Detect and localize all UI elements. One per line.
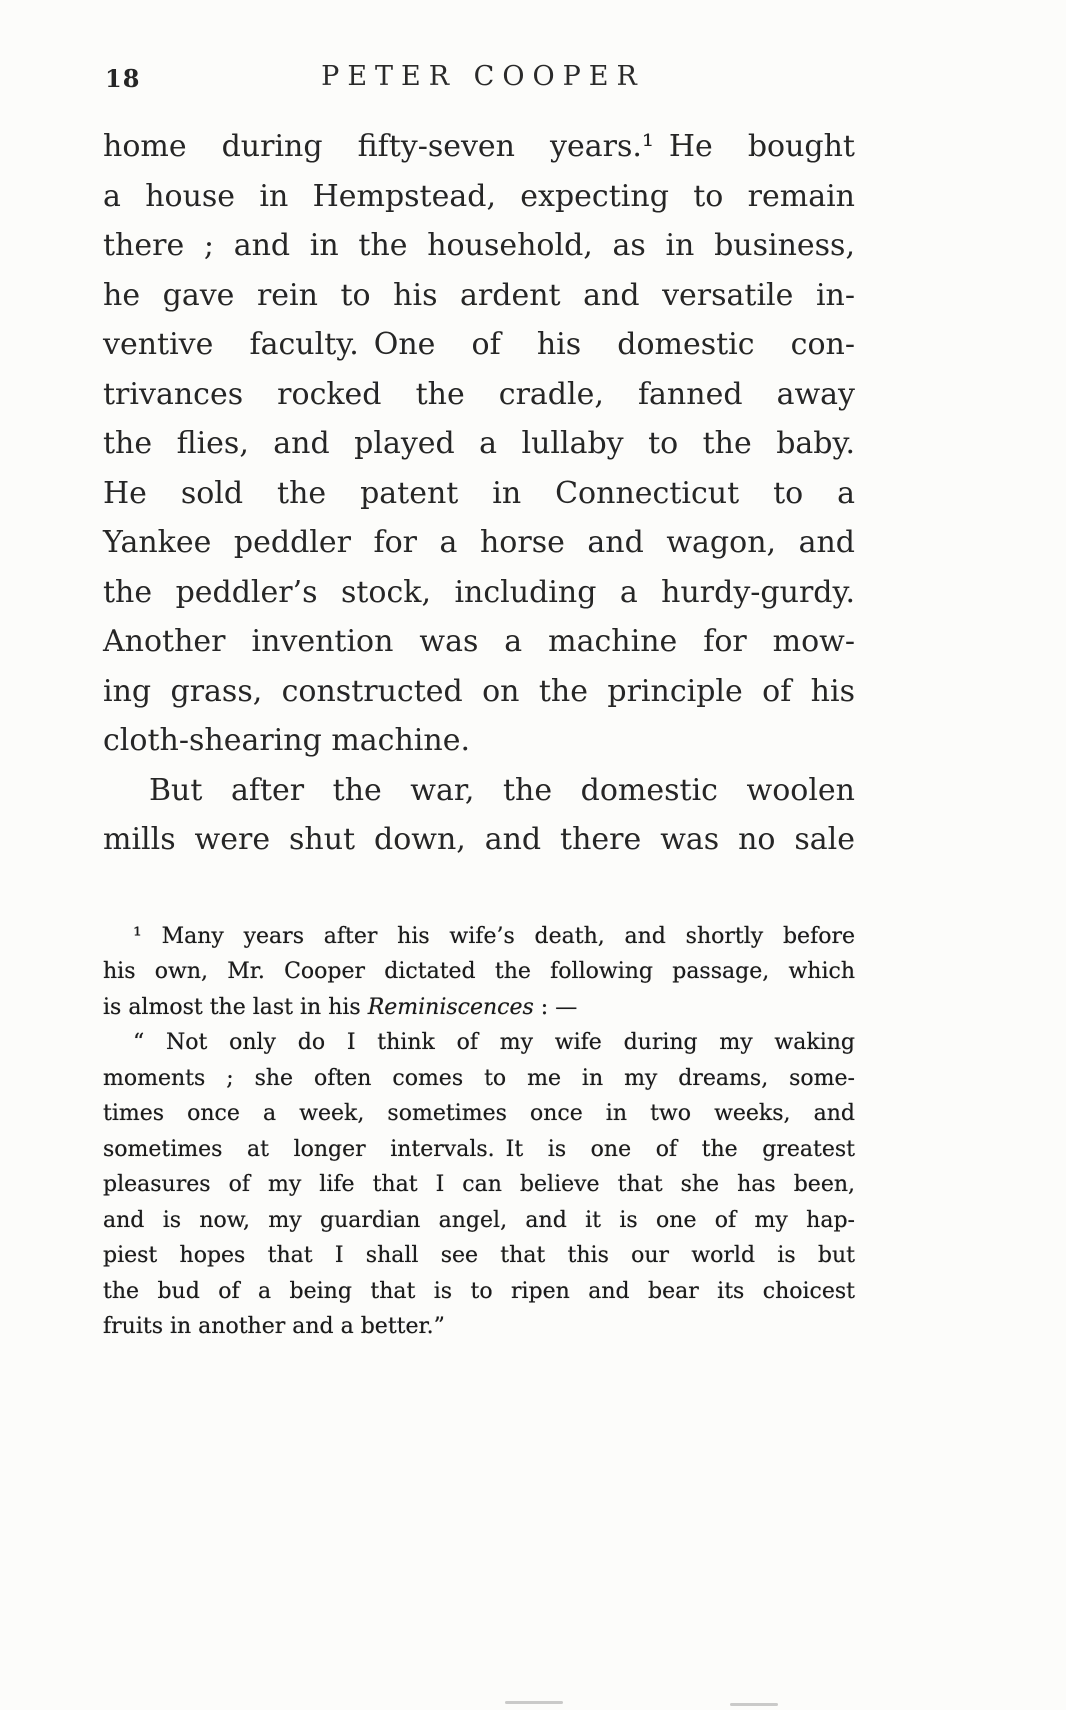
text-line: He sold the patent in Connecticut to a [103, 475, 855, 511]
text-line: a house in Hempstead, expecting to remain [103, 178, 855, 214]
text-line: ing grass, constructed on the principle of his [103, 673, 855, 709]
footnote [103, 919, 855, 1345]
footnote-line: sometimes at longer intervals. It is one of the greatest [103, 1136, 855, 1162]
footnote-italic-title: Reminiscences [367, 994, 534, 1020]
text-line: there ; and in the household, as in business, [103, 228, 855, 263]
footnote-line: “ Not only do I think of my wife during my waking [133, 1030, 855, 1055]
text-line: Yankee peddler for a horse and wagon, and [103, 525, 855, 560]
scan-edge-artifact [505, 1701, 563, 1704]
footnote-line: fruits in another and a better.” [103, 1314, 445, 1339]
footnote-text: : — [533, 994, 578, 1020]
page-header [103, 58, 855, 100]
scan-edge-artifact [730, 1703, 778, 1706]
text-block [103, 58, 855, 1345]
footnote-line [103, 990, 855, 1026]
text-line: cloth-shearing machine. [103, 723, 470, 758]
footnote-paragraph [103, 919, 855, 1026]
footnote-text: is almost the last in his [103, 994, 368, 1020]
text-line: But after the war, the domestic woolen [149, 772, 855, 808]
main-text [103, 122, 855, 865]
text-line: trivances rocked the cradle, fanned away [103, 376, 855, 412]
paragraph [103, 122, 855, 766]
footnote-line: piest hopes that I shall see that this our world is but [103, 1243, 855, 1268]
footnote-line: moments ; she often comes to me in my dreams, some- [103, 1065, 855, 1091]
text-line: the peddler’s stock, including a hurdy-gurdy. [103, 574, 855, 610]
footnote-line: ¹ Many years after his wife’s death, and shortly before [133, 923, 855, 949]
page-number: 18 [105, 64, 141, 93]
text-line: ventive faculty. One of his domestic con- [103, 327, 855, 362]
text-line: he gave rein to his ardent and versatile in- [103, 277, 855, 313]
text-line: the flies, and played a lullaby to the baby. [103, 426, 855, 461]
footnote-line: and is now, my guardian angel, and it is one of my hap- [103, 1207, 855, 1233]
paragraph [103, 766, 855, 865]
text-line: home during fifty-seven years.¹ He bought [103, 129, 855, 164]
footnote-line: his own, Mr. Cooper dictated the following passage, which [103, 959, 855, 984]
footnote-line: times once a week, sometimes once in two weeks, and [103, 1101, 855, 1126]
footnote-line: the bud of a being that is to ripen and bear its choicest [103, 1278, 855, 1304]
footnote-quote-paragraph [103, 1025, 855, 1345]
text-line: Another invention was a machine for mow- [103, 624, 855, 659]
footnote-line: pleasures of my life that I can believe that she has been, [103, 1172, 855, 1197]
text-line: mills were shut down, and there was no sale [103, 822, 855, 857]
running-header: PETER COOPER [321, 61, 645, 92]
